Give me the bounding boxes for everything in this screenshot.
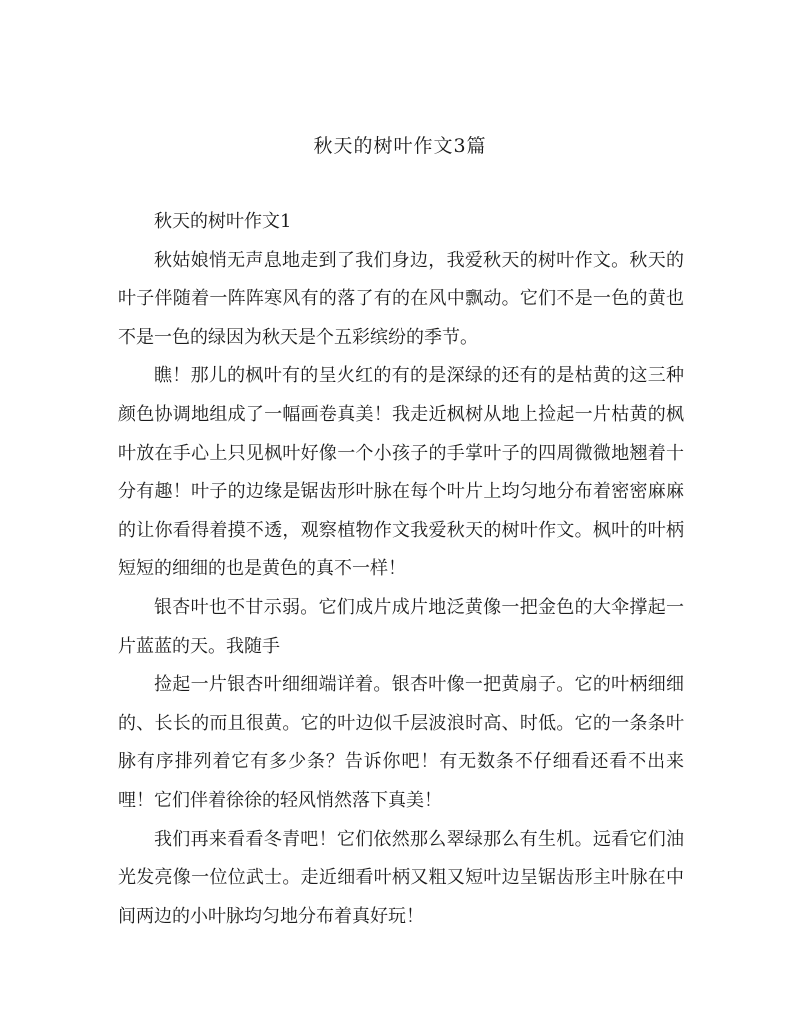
paragraph: 银杏叶也不甘示弱。它们成片成片地泛黄像一把金色的大伞撑起一片蓝蓝的天。我随手 — [118, 596, 684, 657]
paragraph: 捡起一片银杏叶细细端详着。银杏叶像一把黄扇子。它的叶柄细细的、长长的而且很黄。它的叶边似千层波浪时高、时低。它的一条条叶脉有序排列着它有多少条？告诉你吧！有无数条不仔细看还看不出来哩！它们伴着徐徐的轻风悄然落下真美！ — [118, 674, 684, 811]
document-title: 秋天的树叶作文3篇 — [313, 135, 487, 157]
paragraph: 瞧！那儿的枫叶有的呈火红的有的是深绿的还有的是枯黄的这三种颜色协调地组成了一幅画卷真美！我走近枫树从地上捡起一片枯黄的枫叶放在手心上只见枫叶好像一个小孩子的手掌叶子的四周微微地翘着十分有趣！叶子的边缘是锯齿形叶脉在每个叶片上均匀地分布着密密麻麻的让你看得着摸不透，观察植物作文我爱秋天的树叶作文。枫叶的叶柄短短的细细的也是黄色的真不一样！ — [118, 365, 684, 580]
paragraph: 秋姑娘悄无声息地走到了我们身边，我爱秋天的树叶作文。秋天的叶子伴随着一阵阵寒风有的落了有的在风中飘动。它们不是一色的黄也不是一色的绿因为秋天是个五彩缤纷的季节。 — [118, 249, 684, 348]
document-body — [118, 203, 684, 936]
paragraph: 我们再来看看冬青吧！它们依然那么翠绿那么有生机。远看它们油光发亮像一位位武士。走近细看叶柄又粗又短叶边呈锯齿形主叶脉在中间两边的小叶脉均匀地分布着真好玩！ — [118, 828, 684, 927]
section-subtitle: 秋天的树叶作文1 — [154, 211, 292, 232]
